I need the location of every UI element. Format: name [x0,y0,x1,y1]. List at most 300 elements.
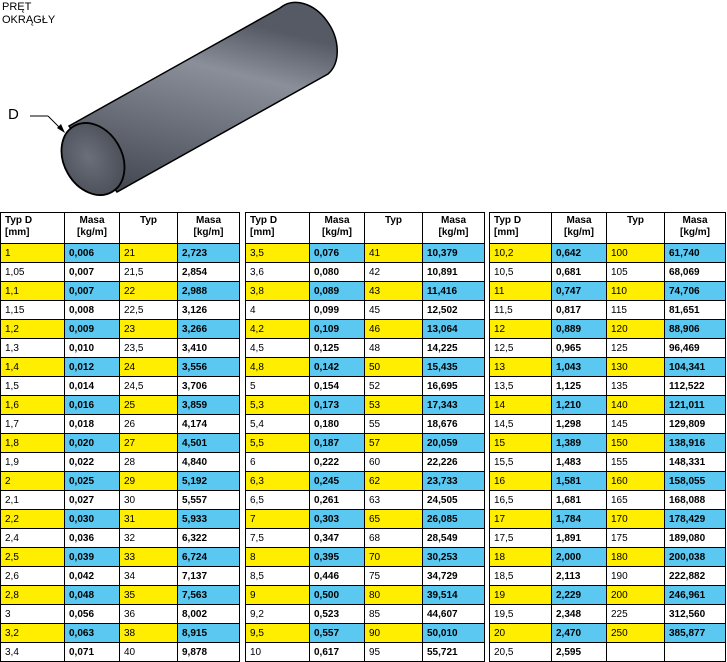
table-row [490,472,726,491]
cell-typ-d: 17,5 [490,529,552,548]
cell-typ-d: 9,2 [246,605,310,624]
table-row [1,358,240,377]
cell-masa: 1,043 [552,358,607,377]
cell-typ-d: 5,3 [246,396,310,415]
cell-masa: 0,071 [65,643,120,662]
cell-typ-d: 15,5 [490,453,552,472]
cell-typ: 34 [120,567,178,586]
cell-typ-d: 1,15 [1,301,65,320]
cell-masa: 0,007 [65,263,120,282]
cell-masa: 0,747 [552,282,607,301]
cell-typ: 100 [607,244,665,263]
cell-masa: 3,266 [178,320,240,339]
table-row [490,453,726,472]
cell-typ: 62 [365,472,423,491]
cell-typ: 55 [365,415,423,434]
cell-typ: 155 [607,453,665,472]
cell-typ-d: 16,5 [490,491,552,510]
cell-typ-d: 11 [490,282,552,301]
cell-masa: 3,706 [178,377,240,396]
cell-typ-d: 2,8 [1,586,65,605]
cell-typ: 21,5 [120,263,178,282]
cell-masa: 4,840 [178,453,240,472]
table-row [490,643,726,662]
cell-typ-d: 17 [490,510,552,529]
header-masa: Masa [kg/m] [423,213,485,244]
table-row [246,339,485,358]
cell-masa: 312,560 [665,605,726,624]
table-row [490,491,726,510]
table-3 [489,212,726,662]
cell-masa: 8,915 [178,624,240,643]
cell-typ: 26 [120,415,178,434]
cell-typ-d: 2,2 [1,510,65,529]
cell-masa: 246,961 [665,586,726,605]
cell-masa: 1,784 [552,510,607,529]
cell-masa: 39,514 [423,586,485,605]
cell-typ-d: 1,4 [1,358,65,377]
table-row [1,605,240,624]
cell-masa: 2,470 [552,624,607,643]
table-row [246,624,485,643]
cell-typ: 105 [607,263,665,282]
table-row [490,415,726,434]
cell-masa: 0,817 [552,301,607,320]
table-header [1,213,240,244]
cell-typ-d: 2 [1,472,65,491]
header-typ: Typ [607,213,665,244]
table-row [246,320,485,339]
cell-masa: 3,126 [178,301,240,320]
cell-typ-d: 8,5 [246,567,310,586]
cell-masa: 0,446 [310,567,365,586]
cell-typ-d: 10,2 [490,244,552,263]
cell-masa: 20,059 [423,434,485,453]
cell-masa: 0,007 [65,282,120,301]
cell-masa: 0,048 [65,586,120,605]
cell-typ-d: 1 [1,244,65,263]
table-row [246,377,485,396]
table-row [1,320,240,339]
cell-typ: 21 [120,244,178,263]
cell-masa: 13,064 [423,320,485,339]
table-row [246,643,485,662]
cell-typ-d: 2,4 [1,529,65,548]
cell-masa: 0,039 [65,548,120,567]
cell-masa: 1,210 [552,396,607,415]
cell-typ-d: 9,5 [246,624,310,643]
cell-typ-d: 20 [490,624,552,643]
cell-typ: 110 [607,282,665,301]
cell-typ: 42 [365,263,423,282]
cell-masa: 0,080 [310,263,365,282]
table-body [1,244,240,662]
cell-typ-d: 1,05 [1,263,65,282]
cell-typ-d: 1,8 [1,434,65,453]
table-row [246,396,485,415]
cell-masa: 0,222 [310,453,365,472]
cell-masa: 68,069 [665,263,726,282]
cell-typ: 170 [607,510,665,529]
table-row [1,548,240,567]
cell-masa: 7,137 [178,567,240,586]
cell-typ: 27 [120,434,178,453]
cell-masa: 8,002 [178,605,240,624]
table-row [1,434,240,453]
table-row [246,586,485,605]
cell-typ-d: 16 [490,472,552,491]
cell-masa: 0,022 [65,453,120,472]
cell-typ-d: 4,5 [246,339,310,358]
cell-masa: 2,113 [552,567,607,586]
cell-masa: 0,125 [310,339,365,358]
cell-masa: 4,501 [178,434,240,453]
table-header [490,213,726,244]
cell-typ: 60 [365,453,423,472]
table-row [1,301,240,320]
cell-typ: 48 [365,339,423,358]
cell-typ: 68 [365,529,423,548]
cell-typ [607,643,665,662]
cell-masa: 88,906 [665,320,726,339]
cell-masa: 6,322 [178,529,240,548]
cell-masa: 1,389 [552,434,607,453]
cell-typ-d: 11,5 [490,301,552,320]
cell-typ-d: 5,5 [246,434,310,453]
cell-masa: 112,522 [665,377,726,396]
cell-typ: 25 [120,396,178,415]
cell-typ-d: 3,4 [1,643,65,662]
cell-typ-d: 1,2 [1,320,65,339]
cell-masa: 1,891 [552,529,607,548]
table-row [490,529,726,548]
cell-typ: 190 [607,567,665,586]
table-row [490,567,726,586]
cell-masa [665,643,726,662]
table-row [1,453,240,472]
cell-typ-d: 1,9 [1,453,65,472]
cell-typ: 95 [365,643,423,662]
cell-typ: 22 [120,282,178,301]
cell-typ-d: 15 [490,434,552,453]
cell-masa: 0,009 [65,320,120,339]
cell-typ: 38 [120,624,178,643]
cell-masa: 2,988 [178,282,240,301]
cell-masa: 0,187 [310,434,365,453]
cell-masa: 3,410 [178,339,240,358]
header-masa: Masa [kg/m] [65,213,120,244]
cell-masa: 61,740 [665,244,726,263]
cell-masa: 96,469 [665,339,726,358]
cell-masa: 189,080 [665,529,726,548]
cell-typ: 225 [607,605,665,624]
cell-typ-d: 4 [246,301,310,320]
cell-typ-d: 2,1 [1,491,65,510]
cell-typ: 40 [120,643,178,662]
cell-typ: 130 [607,358,665,377]
cell-typ-d: 1,3 [1,339,65,358]
table-row [1,472,240,491]
cell-masa: 0,109 [310,320,365,339]
cell-masa: 1,483 [552,453,607,472]
table-row [490,377,726,396]
cell-masa: 0,965 [552,339,607,358]
header-masa: Masa [kg/m] [665,213,726,244]
round-bar-illustration [0,0,340,205]
cell-typ-d: 3 [1,605,65,624]
cell-typ-d: 9 [246,586,310,605]
cell-masa: 2,229 [552,586,607,605]
cell-masa: 0,014 [65,377,120,396]
cell-typ: 135 [607,377,665,396]
cell-typ: 45 [365,301,423,320]
cell-masa: 0,180 [310,415,365,434]
table-row [490,548,726,567]
table-row [1,491,240,510]
cell-masa: 178,429 [665,510,726,529]
cell-masa: 23,733 [423,472,485,491]
cell-typ: 24 [120,358,178,377]
cell-typ: 24,5 [120,377,178,396]
cell-masa: 0,056 [65,605,120,624]
cell-typ: 31 [120,510,178,529]
cell-typ: 23 [120,320,178,339]
cell-masa: 10,379 [423,244,485,263]
table-row [1,377,240,396]
cell-typ: 65 [365,510,423,529]
table-row [246,605,485,624]
cell-masa: 148,331 [665,453,726,472]
table-row [490,586,726,605]
cell-typ: 23,5 [120,339,178,358]
header-masa: Masa [kg/m] [310,213,365,244]
cell-typ-d: 4,8 [246,358,310,377]
cell-typ-d: 2,5 [1,548,65,567]
cell-masa: 0,500 [310,586,365,605]
cell-typ-d: 19,5 [490,605,552,624]
cell-typ: 90 [365,624,423,643]
cell-masa: 34,729 [423,567,485,586]
cell-masa: 2,348 [552,605,607,624]
cell-masa: 4,174 [178,415,240,434]
cell-masa: 1,681 [552,491,607,510]
cell-masa: 0,557 [310,624,365,643]
cell-masa: 0,347 [310,529,365,548]
cell-masa: 50,010 [423,624,485,643]
cell-masa: 26,085 [423,510,485,529]
cell-masa: 74,706 [665,282,726,301]
table-row [246,282,485,301]
cell-masa: 0,642 [552,244,607,263]
table-row [490,396,726,415]
cell-masa: 2,723 [178,244,240,263]
cell-masa: 385,877 [665,624,726,643]
table-row [1,339,240,358]
table-row [490,358,726,377]
cell-typ-d: 6,5 [246,491,310,510]
cell-typ-d: 10 [246,643,310,662]
cell-masa: 28,549 [423,529,485,548]
table-row [490,339,726,358]
table-1 [0,212,240,662]
table-row [1,396,240,415]
cell-masa: 0,018 [65,415,120,434]
cell-typ: 180 [607,548,665,567]
table-row [246,567,485,586]
table-row [246,358,485,377]
cell-masa: 30,253 [423,548,485,567]
cell-typ-d: 3,5 [246,244,310,263]
header-typ: Typ [120,213,178,244]
cell-masa: 1,125 [552,377,607,396]
cell-masa: 200,038 [665,548,726,567]
cell-typ: 115 [607,301,665,320]
table-row [246,301,485,320]
cell-typ: 41 [365,244,423,263]
cell-masa: 3,859 [178,396,240,415]
cell-masa: 0,016 [65,396,120,415]
table-row [246,472,485,491]
cell-typ: 22,5 [120,301,178,320]
cell-masa: 2,000 [552,548,607,567]
cell-masa: 0,617 [310,643,365,662]
cell-typ: 29 [120,472,178,491]
cell-masa: 22,226 [423,453,485,472]
header-typ: Typ [365,213,423,244]
cell-typ-d: 3,8 [246,282,310,301]
cell-typ-d: 1,7 [1,415,65,434]
table-row [246,491,485,510]
header-masa: Masa [kg/m] [178,213,240,244]
cell-masa: 18,676 [423,415,485,434]
table-row [246,529,485,548]
cell-typ-d: 20,5 [490,643,552,662]
table-header [246,213,485,244]
table-body [490,244,726,662]
cell-masa: 222,882 [665,567,726,586]
cell-masa: 0,173 [310,396,365,415]
cell-masa: 0,042 [65,567,120,586]
cell-masa: 104,341 [665,358,726,377]
cell-masa: 6,724 [178,548,240,567]
table-row [1,586,240,605]
cell-typ-d: 5 [246,377,310,396]
table-row [246,244,485,263]
dimension-label-d: D [8,106,19,123]
table-row [246,415,485,434]
table-row [1,567,240,586]
cell-masa: 138,916 [665,434,726,453]
cell-typ-d: 18 [490,548,552,567]
cell-masa: 5,192 [178,472,240,491]
header-typ-d: Typ D [mm] [1,213,65,244]
cell-masa: 0,089 [310,282,365,301]
cell-masa: 81,651 [665,301,726,320]
table-body [246,244,485,662]
cell-typ: 53 [365,396,423,415]
header-typ-d: Typ D [mm] [246,213,310,244]
cell-typ: 125 [607,339,665,358]
cell-masa: 11,416 [423,282,485,301]
cell-masa: 0,681 [552,263,607,282]
cell-masa: 129,809 [665,415,726,434]
cell-masa: 24,505 [423,491,485,510]
cell-masa: 5,557 [178,491,240,510]
cell-typ-d: 12 [490,320,552,339]
cell-typ-d: 14 [490,396,552,415]
cell-masa: 158,055 [665,472,726,491]
table-row [246,548,485,567]
header-typ-d: Typ D [mm] [490,213,552,244]
cell-typ-d: 2,6 [1,567,65,586]
cell-typ-d: 3,6 [246,263,310,282]
cell-masa: 0,261 [310,491,365,510]
table-row [490,320,726,339]
table-row [490,263,726,282]
cell-typ-d: 8 [246,548,310,567]
cell-masa: 0,076 [310,244,365,263]
cell-masa: 10,891 [423,263,485,282]
cell-masa: 0,395 [310,548,365,567]
cell-typ: 33 [120,548,178,567]
cell-typ-d: 19 [490,586,552,605]
cell-masa: 0,099 [310,301,365,320]
cell-masa: 44,607 [423,605,485,624]
cell-masa: 2,854 [178,263,240,282]
cell-typ: 52 [365,377,423,396]
cell-masa: 0,245 [310,472,365,491]
cell-masa: 9,878 [178,643,240,662]
table-row [1,263,240,282]
cell-typ: 160 [607,472,665,491]
table-row [1,529,240,548]
cell-typ: 36 [120,605,178,624]
cell-typ-d: 1,6 [1,396,65,415]
cell-masa: 168,088 [665,491,726,510]
table-row [1,624,240,643]
cell-masa: 0,027 [65,491,120,510]
cell-typ: 120 [607,320,665,339]
cell-masa: 0,010 [65,339,120,358]
cell-typ-d: 5,4 [246,415,310,434]
cell-typ-d: 13 [490,358,552,377]
table-row [246,510,485,529]
cell-masa: 7,563 [178,586,240,605]
cell-typ: 165 [607,491,665,510]
cell-typ: 250 [607,624,665,643]
table-row [246,453,485,472]
cell-masa: 0,030 [65,510,120,529]
cell-masa: 0,154 [310,377,365,396]
cell-masa: 14,225 [423,339,485,358]
cell-typ: 35 [120,586,178,605]
cell-typ: 80 [365,586,423,605]
cell-masa: 121,011 [665,396,726,415]
cell-masa: 15,435 [423,358,485,377]
cell-typ-d: 7,5 [246,529,310,548]
cell-typ: 28 [120,453,178,472]
cell-masa: 0,036 [65,529,120,548]
table-row [490,605,726,624]
cell-typ-d: 13,5 [490,377,552,396]
cell-masa: 0,889 [552,320,607,339]
cell-masa: 12,502 [423,301,485,320]
cell-typ-d: 1,5 [1,377,65,396]
cell-typ: 63 [365,491,423,510]
cell-typ-d: 6 [246,453,310,472]
table-row [490,510,726,529]
cell-typ: 175 [607,529,665,548]
